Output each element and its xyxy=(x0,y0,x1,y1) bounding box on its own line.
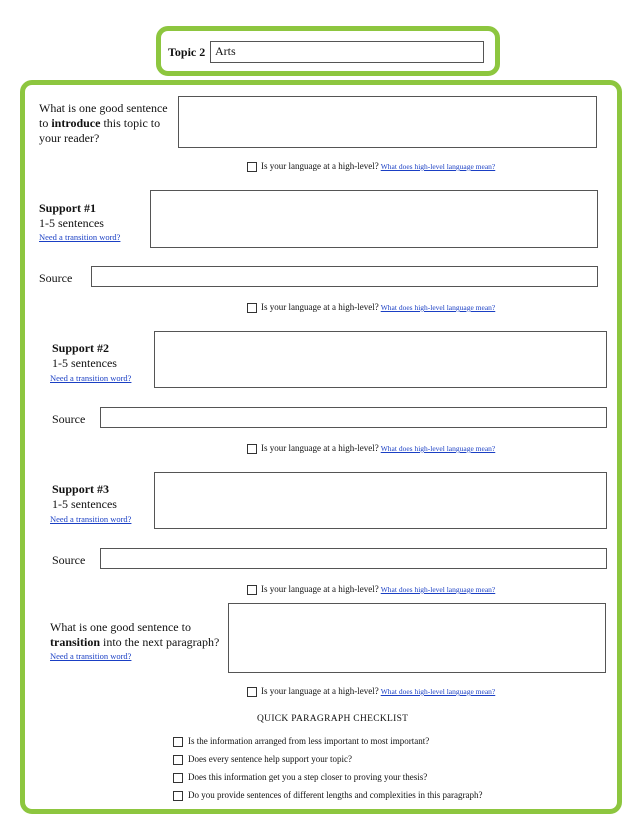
topic-input[interactable] xyxy=(210,41,484,63)
checklist-checkbox-1[interactable] xyxy=(173,737,183,747)
checklist-checkbox-4[interactable] xyxy=(173,791,183,801)
support1-title: Support #1 xyxy=(39,201,97,215)
intro-input[interactable] xyxy=(178,96,597,148)
support2-transition-link[interactable]: Need a transition word? xyxy=(50,373,132,383)
support1-transition-link[interactable]: Need a transition word? xyxy=(39,232,121,242)
intro-text-c: this topic to xyxy=(100,116,161,130)
transition-link[interactable]: Need a transition word? xyxy=(50,651,132,661)
checklist-title: QUICK PARAGRAPH CHECKLIST xyxy=(257,714,409,724)
language-checkbox-2[interactable] xyxy=(247,303,257,313)
language-help-link[interactable]: What does high-level language mean? xyxy=(380,444,496,453)
intro-text-a: to xyxy=(39,116,52,130)
support2-subtitle: 1-5 sentences xyxy=(52,356,117,370)
checklist-checkbox-2[interactable] xyxy=(173,755,183,765)
support3-source-input[interactable] xyxy=(100,548,607,569)
language-check-5 xyxy=(261,686,495,697)
language-help-link[interactable]: What does high-level language mean? xyxy=(380,585,496,594)
intro-prompt xyxy=(39,101,179,146)
support1-source-input[interactable] xyxy=(91,266,598,287)
language-question: Is your language at a high-level? xyxy=(261,302,379,312)
checklist-checkbox-3[interactable] xyxy=(173,773,183,783)
support3-subtitle: 1-5 sentences xyxy=(52,497,117,511)
topic-value: Arts xyxy=(215,44,236,58)
language-checkbox-1[interactable] xyxy=(247,162,257,172)
checklist-item-2: Does every sentence help support your topic? xyxy=(188,754,352,764)
transition-prompt xyxy=(50,620,230,650)
transition-line-1: What is one good sentence to xyxy=(50,620,191,634)
support1-subtitle: 1-5 sentences xyxy=(39,216,104,230)
checklist-item-4: Do you provide sentences of different lengths and complexities in this paragraph? xyxy=(188,790,483,800)
transition-text: into the next paragraph? xyxy=(100,635,220,649)
transition-keyword: transition xyxy=(50,635,101,649)
language-checkbox-5[interactable] xyxy=(247,687,257,697)
intro-line-1: What is one good sentence xyxy=(39,101,168,115)
language-help-link[interactable]: What does high-level language mean? xyxy=(380,162,496,171)
transition-line-2 xyxy=(50,635,230,650)
language-question: Is your language at a high-level? xyxy=(261,161,379,171)
language-question: Is your language at a high-level? xyxy=(261,584,379,594)
language-check-2 xyxy=(261,302,495,313)
support2-input[interactable] xyxy=(154,331,607,388)
language-help-link[interactable]: What does high-level language mean? xyxy=(380,303,496,312)
language-help-link[interactable]: What does high-level language mean? xyxy=(380,687,496,696)
intro-keyword: introduce xyxy=(51,116,101,130)
language-checkbox-4[interactable] xyxy=(247,585,257,595)
language-question: Is your language at a high-level? xyxy=(261,443,379,453)
support2-source-input[interactable] xyxy=(100,407,607,428)
transition-input[interactable] xyxy=(228,603,606,673)
language-check-1 xyxy=(261,161,495,172)
language-check-3 xyxy=(261,443,495,454)
language-question: Is your language at a high-level? xyxy=(261,686,379,696)
support3-title: Support #3 xyxy=(52,482,110,496)
support3-source-label: Source xyxy=(52,553,86,567)
support2-source-label: Source xyxy=(52,412,86,426)
language-check-4 xyxy=(261,584,495,595)
checklist-item-1: Is the information arranged from less important to most important? xyxy=(188,736,430,746)
topic-label: Topic 2 xyxy=(168,45,206,59)
support1-input[interactable] xyxy=(150,190,598,248)
support3-input[interactable] xyxy=(154,472,607,529)
support3-transition-link[interactable]: Need a transition word? xyxy=(50,514,132,524)
intro-line-2 xyxy=(39,116,179,131)
language-checkbox-3[interactable] xyxy=(247,444,257,454)
support2-title: Support #2 xyxy=(52,341,110,355)
support1-source-label: Source xyxy=(39,271,73,285)
intro-line-3: your reader? xyxy=(39,131,100,145)
checklist-item-3: Does this information get you a step closer to proving your thesis? xyxy=(188,772,428,782)
